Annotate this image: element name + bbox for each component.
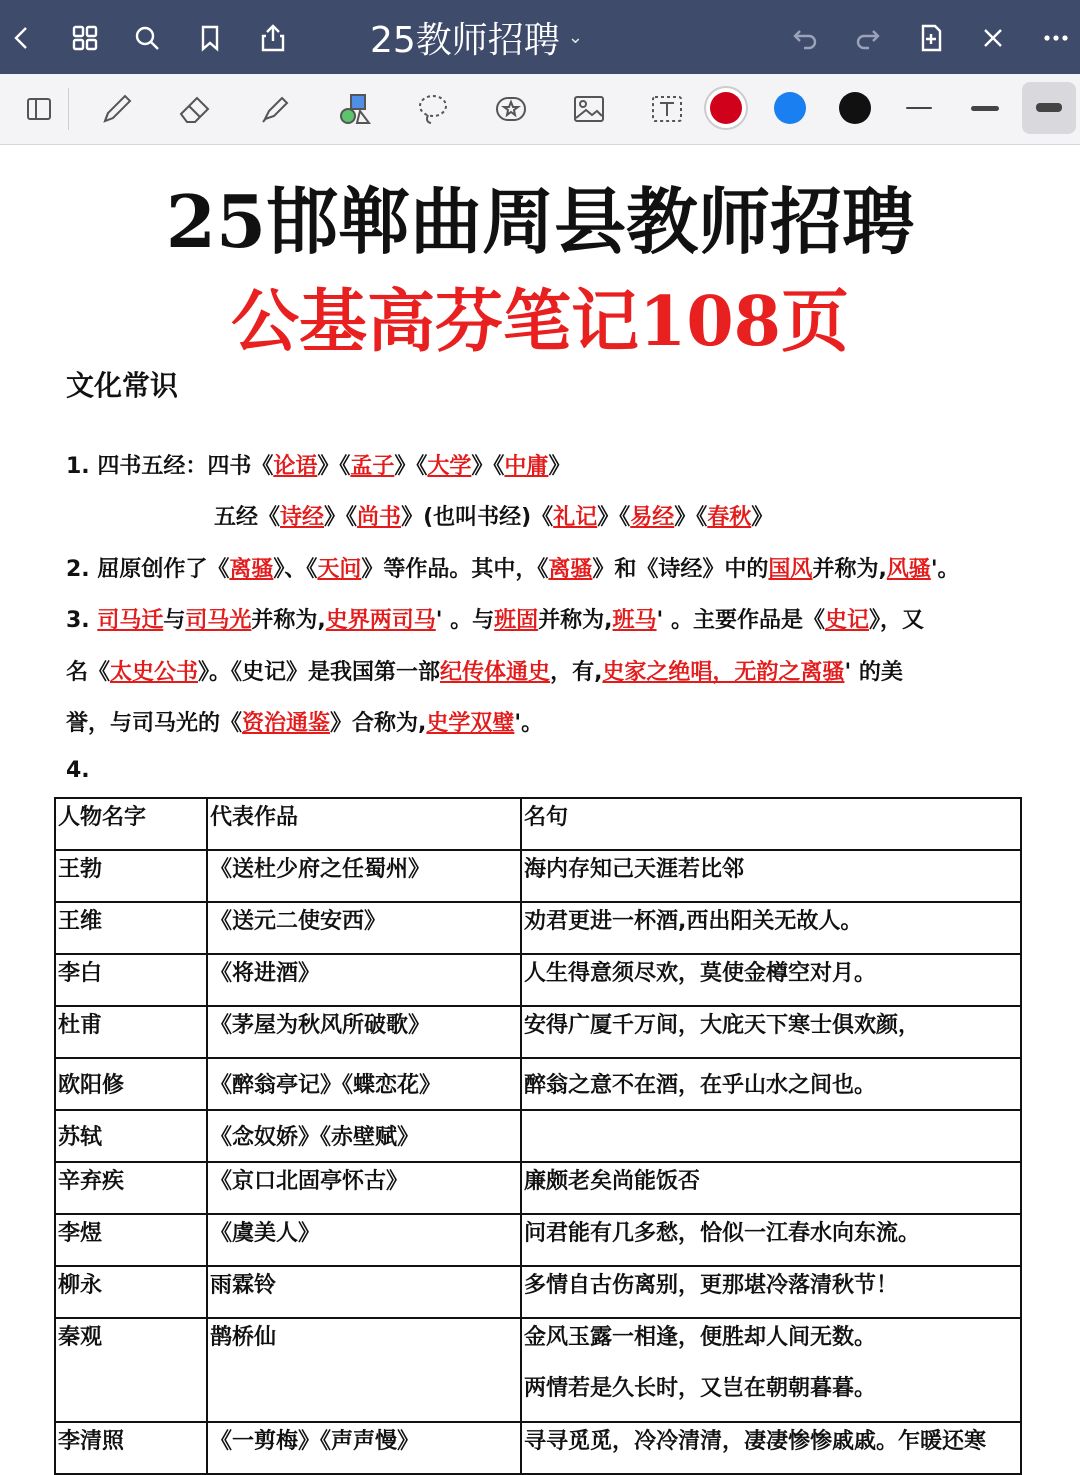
- close-icon[interactable]: [971, 16, 1015, 60]
- table-cell: 李清照: [55, 1422, 207, 1474]
- top-bar: [0, 0, 1080, 74]
- text: 誉，与司马光的《: [66, 711, 243, 736]
- highlighter-icon[interactable]: [250, 84, 300, 134]
- table-cell: 《一剪梅》《声声慢》: [207, 1422, 521, 1474]
- answer-simaguang: 司马光: [185, 608, 252, 633]
- table-cell: 《送元二使安西》: [207, 902, 521, 954]
- table-cell: [521, 1110, 1021, 1162]
- text: 》，又: [868, 608, 924, 633]
- text: 》和《诗经》中的: [592, 557, 769, 582]
- item-2-line: [66, 552, 960, 583]
- text: 3.: [66, 608, 98, 633]
- table-cell: 《念奴娇》《赤壁赋》: [207, 1110, 521, 1162]
- text: ' 。主要作品是《: [656, 608, 825, 633]
- table-cell: 欧阳修: [55, 1058, 207, 1110]
- answer-tongshi: 纪传体通史: [440, 660, 551, 685]
- page-subtitle: 公基高芬笔记108页: [231, 282, 849, 362]
- redo-icon[interactable]: [846, 16, 890, 60]
- chevron-down-icon: ⌄: [567, 26, 583, 48]
- table-cell: 柳永: [55, 1266, 207, 1318]
- text: ' 。与: [435, 608, 495, 633]
- item-4-label: 4.: [66, 758, 90, 783]
- toolbar-divider: [68, 88, 69, 130]
- answer-lunyu: 论语: [273, 454, 318, 479]
- bookmark-icon[interactable]: [188, 16, 232, 60]
- table-header: 代表作品: [207, 798, 521, 850]
- quote-line: 两情若是久长时，又岂在朝朝暮暮。: [524, 1376, 877, 1402]
- answer-taishigongshu: 太史公书: [110, 660, 199, 685]
- text: 并称为,: [251, 608, 326, 633]
- table-cell: 多情自古伤离别，更那堪冷落清秋节！: [521, 1266, 1021, 1318]
- text: 》《: [674, 505, 708, 530]
- table-header: 人物名字: [55, 798, 207, 850]
- table-cell: 王勃: [55, 850, 207, 902]
- answer-shiji: 史记: [824, 608, 869, 633]
- table-row: [55, 1006, 1021, 1058]
- text: 与: [163, 608, 186, 633]
- shapes-icon[interactable]: [330, 84, 380, 134]
- text: '。: [930, 557, 960, 582]
- answer-shangshu: 尚书: [357, 505, 402, 530]
- table-cell: 《茅屋为秋风所破歌》: [207, 1006, 521, 1058]
- add-page-icon[interactable]: [909, 16, 953, 60]
- more-icon[interactable]: [1034, 16, 1078, 60]
- sticker-icon[interactable]: [486, 84, 536, 134]
- table-cell: 辛弃疾: [55, 1162, 207, 1214]
- answer-lisao-2: 离骚: [548, 557, 593, 582]
- text: 并称为,: [812, 557, 887, 582]
- table-row: [55, 1058, 1021, 1110]
- text: 》合称为,: [330, 711, 427, 736]
- lasso-icon[interactable]: [408, 84, 458, 134]
- text: 并称为,: [538, 608, 613, 633]
- table-cell: 人生得意须尽欢，莫使金樽空对月。: [521, 954, 1021, 1006]
- share-icon[interactable]: [251, 16, 295, 60]
- document-title-text: 25教师招聘: [370, 19, 560, 61]
- item-3-line: [66, 603, 924, 634]
- answer-mengzi: 孟子: [350, 454, 395, 479]
- answer-yijing: 易经: [630, 505, 675, 530]
- table-cell: 海内存知己天涯若比邻: [521, 850, 1021, 902]
- text: 五经《: [214, 505, 281, 530]
- answer-daxue: 大学: [427, 454, 472, 479]
- answer-shijie: 史界两司马: [325, 608, 436, 633]
- answer-zhongyong: 中庸: [504, 454, 549, 479]
- table-cell: 《虞美人》: [207, 1214, 521, 1266]
- table-cell: 《送杜少府之任蜀州》: [207, 850, 521, 902]
- text: 1. 四书五经：四书《: [66, 454, 274, 479]
- table-header-row: [55, 798, 1021, 850]
- text: 》: [751, 505, 774, 530]
- item-3-line-2: [66, 655, 903, 686]
- text: 》《: [317, 454, 351, 479]
- red-color-swatch[interactable]: [710, 92, 742, 124]
- table-cell: 秦观: [55, 1318, 207, 1422]
- table-cell: 劝君更进一杯酒,西出阳关无故人。: [521, 902, 1021, 954]
- text: 》、《: [273, 557, 318, 582]
- table-header: 名句: [521, 798, 1021, 850]
- section-heading: 文化常识: [66, 369, 179, 402]
- answer-guofeng: 国风: [768, 557, 813, 582]
- text: ' 的美: [844, 660, 903, 685]
- text: 》《: [394, 454, 428, 479]
- table-cell: 问君能有几多愁，恰似一江春水向东流。: [521, 1214, 1021, 1266]
- image-icon[interactable]: [564, 84, 614, 134]
- text: 》《: [471, 454, 505, 479]
- quote-line: 金风玉露一相逢，便胜却人间无数。: [524, 1325, 877, 1350]
- table-cell: 廉颇老矣尚能饭否: [521, 1162, 1021, 1214]
- table-row: [55, 902, 1021, 954]
- table-row: [55, 1110, 1021, 1162]
- page-title: 25邯郸曲周县教师招聘: [165, 179, 915, 264]
- table-cell: 杜甫: [55, 1006, 207, 1058]
- item-1-wujing-line: [214, 500, 773, 531]
- black-color-swatch[interactable]: [839, 92, 871, 124]
- answer-tianwen: 天问: [317, 557, 362, 582]
- answer-simaqian: 司马迁: [97, 608, 164, 633]
- undo-icon[interactable]: [783, 16, 827, 60]
- text: 名《: [66, 660, 111, 685]
- medium-stroke-option[interactable]: [971, 106, 999, 111]
- blue-color-swatch[interactable]: [774, 92, 806, 124]
- table-row: [55, 850, 1021, 902]
- table-row: [55, 1266, 1021, 1318]
- table-row: [55, 1422, 1021, 1474]
- annotation-toolbar: [0, 74, 1080, 145]
- table-cell-multiline: [521, 1318, 1021, 1422]
- item-3-line-3: [66, 706, 543, 737]
- table-cell: 李白: [55, 954, 207, 1006]
- back-icon[interactable]: [0, 16, 44, 60]
- table-row: [55, 1318, 1021, 1422]
- table-cell: 醉翁之意不在酒，在乎山水之间也。: [521, 1058, 1021, 1110]
- table-cell: 安得广厦千万间，大庇天下寒士俱欢颜，: [521, 1006, 1021, 1058]
- text: 》: [548, 454, 571, 479]
- text: '。: [514, 711, 544, 736]
- sidebar-toggle-icon[interactable]: [14, 84, 64, 134]
- answer-lisao: 离骚: [229, 557, 274, 582]
- eraser-icon[interactable]: [170, 84, 220, 134]
- text: ，有,: [550, 660, 603, 685]
- table-cell: 鹊桥仙: [207, 1318, 521, 1422]
- answer-zizhi: 资治通鉴: [242, 711, 331, 736]
- grid-icon[interactable]: [63, 16, 107, 60]
- item-1-line: [66, 449, 570, 480]
- answer-liji: 礼记: [553, 505, 598, 530]
- table-cell: 《醉翁亭记》《蝶恋花》: [207, 1058, 521, 1110]
- document-title[interactable]: [370, 12, 640, 62]
- answer-bangu: 班固: [494, 608, 539, 633]
- table-cell: 李煜: [55, 1214, 207, 1266]
- literature-table: [54, 797, 1022, 1475]
- table-row: [55, 1162, 1021, 1214]
- text: 》等作品。其中，《: [361, 557, 549, 582]
- answer-banma: 班马: [612, 608, 657, 633]
- table-cell: 王维: [55, 902, 207, 954]
- answer-juechang: 史家之绝唱，无韵之离骚: [602, 660, 845, 685]
- answer-shijing: 诗经: [280, 505, 325, 530]
- answer-fengsao: 风骚: [886, 557, 931, 582]
- answer-shuangbi: 史学双璧: [426, 711, 515, 736]
- pen-icon[interactable]: [92, 84, 142, 134]
- text-icon[interactable]: [642, 84, 692, 134]
- text: 2. 屈原创作了《: [66, 557, 230, 582]
- thin-stroke-option[interactable]: [906, 107, 932, 109]
- table-row: [55, 954, 1021, 1006]
- thick-stroke-option[interactable]: [1036, 103, 1062, 112]
- search-icon[interactable]: [125, 16, 169, 60]
- table-cell: 寻寻觅觅，冷冷清清，凄凄惨惨戚戚。乍暖还寒: [521, 1422, 1021, 1474]
- table-cell: 雨霖铃: [207, 1266, 521, 1318]
- text: 》《: [324, 505, 358, 530]
- text: 》(也叫书经)《: [401, 505, 554, 530]
- table-cell: 苏轼: [55, 1110, 207, 1162]
- table-cell: 《京口北固亭怀古》: [207, 1162, 521, 1214]
- table-row: [55, 1214, 1021, 1266]
- answer-chunqiu: 春秋: [707, 505, 752, 530]
- table-cell: 《将进酒》: [207, 954, 521, 1006]
- text: 》。《史记》是我国第一部: [198, 660, 441, 685]
- text: 》《: [597, 505, 631, 530]
